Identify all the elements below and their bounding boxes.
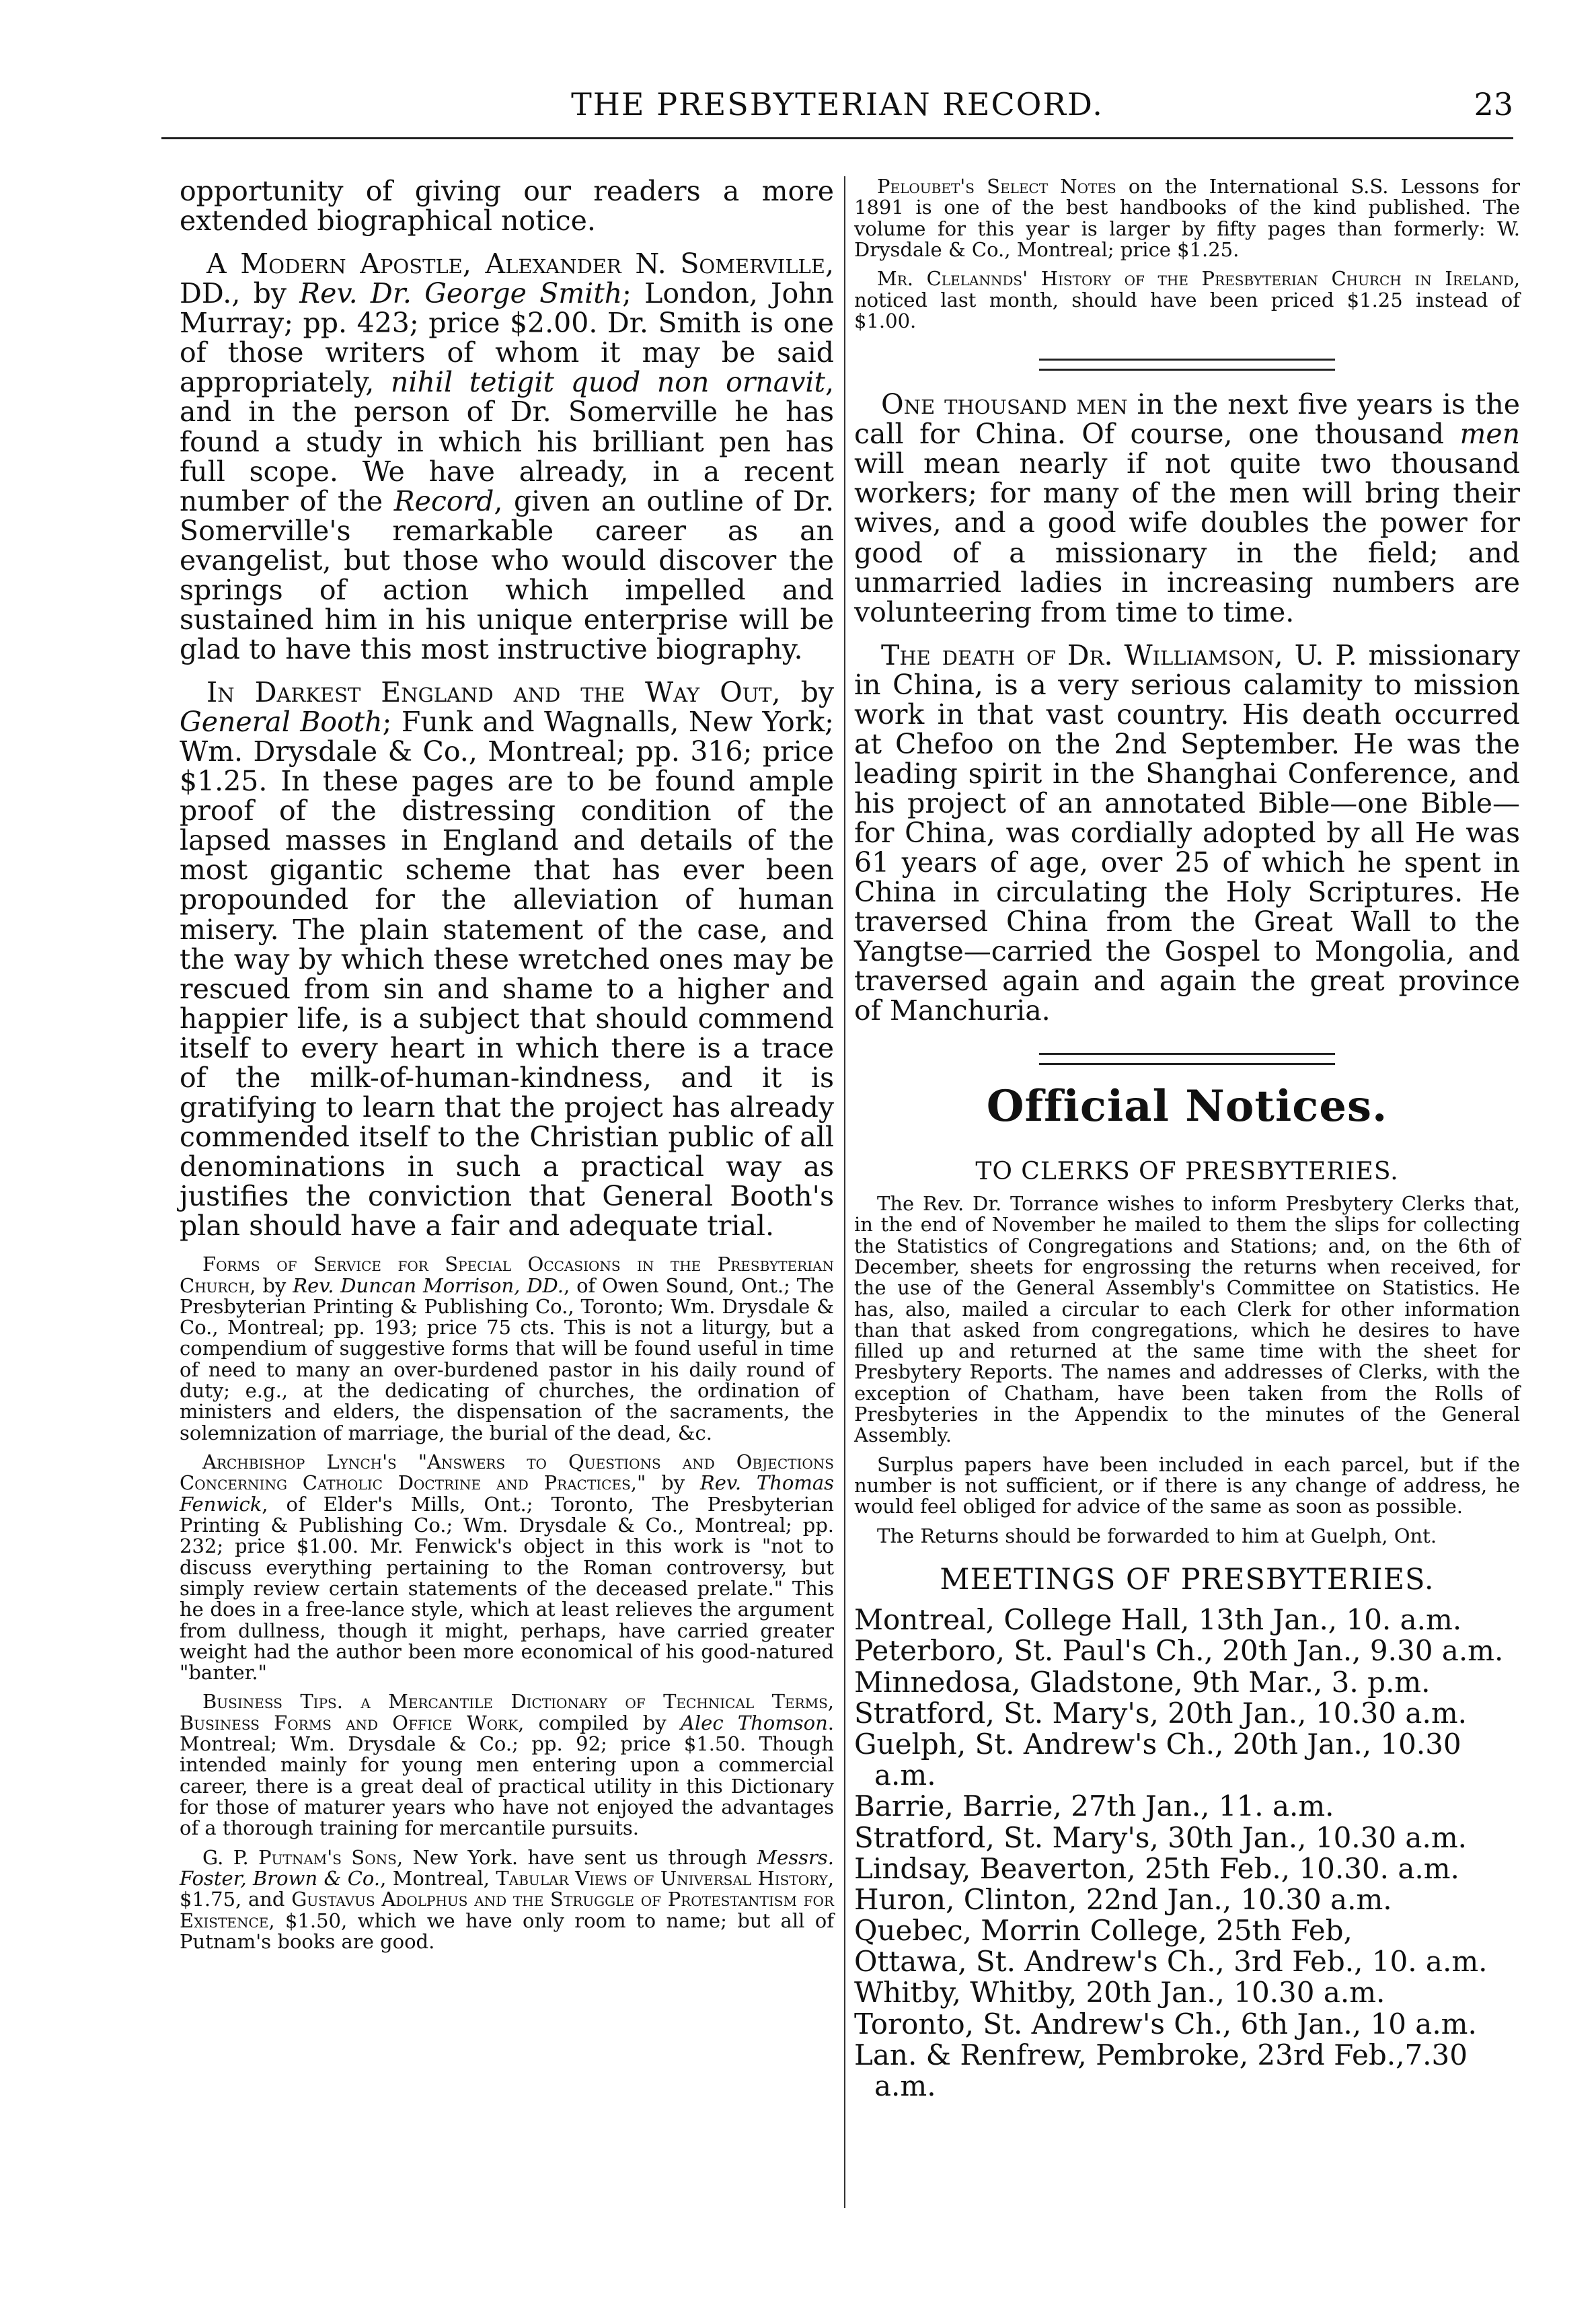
page-number: 23 <box>1474 86 1513 122</box>
page-header <box>161 79 1513 139</box>
review-forms-of-service: Forms of Service for Special Occasions in the Presbyterian Church, by Rev. Duncan Morrison, DD., of Owen Sound, Ont.; The Presbyterian Printing & Publishing Co., Toronto; Wm. Drysdale & Co., Montreal; pp. 193; price 75 cts. This is not a liturgy, but a compendium of suggestive forms that will be found useful in time of need to many an over-burdened pastor in his daily round of duty; e.g., at the dedicating of churches, the ordination of ministers and elders, the dispensation of the sacraments, the solemnization of marriage, the burial of the dead, &c. <box>180 1253 834 1444</box>
clerks-heading: TO CLERKS OF PRESBYTERIES. <box>975 1158 1399 1186</box>
clerks-paragraph: The Returns should be forwarded to him at Guelph, Ont. <box>877 1524 1437 1547</box>
review-putnams-sons: G. P. Putnam's Sons, New York. have sent us through Messrs. Foster, Brown & Co., Montreal, Tabular Views of Universal History, $1.75, and Gustavus Adolphus and the Struggle of Protestantism for Existence, $1.50, which we have only room to name; but all of Putnam's books are good. <box>180 1845 834 1953</box>
list-item: Lan. & Renfrew, Pembroke, 23rd Feb.,7.30 a.m. <box>854 2038 1468 2103</box>
list-item: Ottawa, St. Andrew's Ch., 3rd Feb., 10. a.m. <box>854 1945 1488 1979</box>
williamson-obituary: The death of Dr. Williamson, U. P. missionary in China, is a very serious calamity to mission work in that vast country. His death occurred at Chefoo on the 2nd September. He was the leading spirit in the Shanghai Conference, and his project of an annotated Bible—one Bible—for China, was cordially adopted by all He was 61 years of age, over 25 of which he spent in China in circulating the Holy Scriptures. He traversed China from the Great Wall to the Yangtse—carried the Gospel to Mongolia, and traversed again and again the great province of Manchuria. <box>854 638 1521 1027</box>
page-title: THE PRESBYTERIAN RECORD. <box>571 86 1104 122</box>
column-divider <box>844 176 845 2208</box>
meetings-list <box>854 1605 1520 2102</box>
list-item: Montreal, College Hall, 13th Jan., 10. a.m. <box>854 1603 1462 1637</box>
meetings-heading: MEETINGS OF PRESBYTERIES. <box>940 1562 1435 1596</box>
review-modern-apostle: A Modern Apostle, Alexander N. Somerville, DD., by Rev. Dr. George Smith; London, John Murray; pp. 423; price $2.00. Dr. Smith is one of those writers of whom it may be said appropriately, nihil tetigit quod non ornavit, and in the person of Dr. Somerville he has found a study in which his brilliant pen has full scope. We have already, in a recent number of the Record, given an outline of Dr. Somerville's remarkable career as an evangelist, but those who would discover the springs of action which impelled and sustained him in his unique enterprise will be glad to have this most instructive biography. <box>180 248 834 665</box>
clerks-paragraph: The Rev. Dr. Torrance wishes to inform Presbytery Clerks that, in the end of November he mailed to them the slips for collecting the Statistics of Congregations and Stations; and, on the 6th of December, sheets for engrossing the returns when received, for the use of the General Assembly's Committee on Statistics. He has, also, mailed a circular to each Clerk for other information than that asked from congregations, which he desires to have filled up and returned at the same time with the sheet for Presbytery Reports. The names and addresses of Clerks, with the exception of Chatham, have been taken from the Rolls of Presbyteries in the Appendix to the minutes of the General Assembly. <box>854 1191 1520 1447</box>
left-column <box>180 176 834 1960</box>
china-call-paragraph: One thousand men in the next five years is the call for China. Of course, one thousand men will mean nearly if not quite two thousand workers; for many of the men will bring their wives, and a good wife doubles the power for good of a missionary in the field; and unmarried ladies in increasing numbers are volunteering from time to time. <box>854 388 1520 628</box>
list-item: Whitby, Whitby, 20th Jan., 10.30 a.m. <box>854 1976 1385 2009</box>
list-item: Lindsay, Beaverton, 25th Feb., 10.30. a.m. <box>854 1851 1459 1885</box>
clerks-paragraph: Surplus papers have been included in each parcel, but if the number is not sufficient, or if there is any change of address, he would feel obliged for advice of the same as soon as possible. <box>854 1452 1520 1518</box>
list-item: Guelph, St. Andrew's Ch., 20th Jan., 10.30 a.m. <box>854 1727 1461 1792</box>
paragraph-continuation: opportunity of giving our readers a more extended biographical notice. <box>180 175 834 237</box>
right-column <box>854 176 1520 2102</box>
list-item: Barrie, Barrie, 27th Jan., 11. a.m. <box>854 1790 1334 1823</box>
list-item: Minnedosa, Gladstone, 9th Mar., 3. p.m. <box>854 1665 1431 1699</box>
official-notices-heading: Official Notices. <box>986 1080 1388 1132</box>
list-item: Stratford, St. Mary's, 30th Jan., 10.30 a.m. <box>854 1820 1467 1854</box>
list-item: Quebec, Morrin College, 25th Feb, <box>854 1914 1353 1948</box>
list-item: Huron, Clinton, 22nd Jan., 10.30 a.m. <box>854 1882 1392 1916</box>
section-separator <box>1039 1053 1335 1065</box>
review-darkest-england: In Darkest England and the Way Out, by General Booth; Funk and Wagnalls, New York; Wm. Drysdale & Co., Montreal; pp. 316; price $1.25. In these pages are to be found ample proof of the distressing condition of the lapsed masses in England and details of the most gigantic scheme that has ever been propounded for the alleviation of human misery. The plain statement of the case, and the way by which these wretched ones may be rescued from sin and shame to a higher and happier life, is a subject that should commend itself to every heart in which there is a trace of the milk-of-human-kindness, and it is gratifying to learn that the project has already commended itself to the Christian public of all denominations in such a practical way as justifies the conviction that General Booth's plan should have a fair and adequate trial. <box>180 676 834 1243</box>
section-separator <box>1039 359 1335 371</box>
review-peloubet: Peloubet's Select Notes on the International S.S. Lessons for 1891 is one of the best handbooks of the kind published. The volume for this year is larger by fifty pages than formerly: W. Drysdale & Co., Montreal; price $1.25. <box>854 175 1520 261</box>
list-item: Peterboro, St. Paul's Ch., 20th Jan., 9.30 a.m. <box>854 1634 1504 1668</box>
review-archbishop-lynch: Archbishop Lynch's "Answers to Questions and Objections Concerning Catholic Doctrine and Practices," by Rev. Thomas Fenwick, of Elder's Mills, Ont.; Toronto, The Presbyterian Printing & Publishing Co.; Wm. Drysdale & Co., Montreal; pp. 232; price $1.00. Mr. Fenwick's object in this work is "not to discuss everything pertaining to the Roman controversy, but simply review certain statements of the deceased prelate." This he does in a free-lance style, which at least relieves the argument from dullness, though it might, perhaps, have carried greater weight had the author been more economical of his good-natured "banter." <box>180 1450 835 1685</box>
list-item: Toronto, St. Andrew's Ch., 6th Jan., 10 a.m. <box>854 2007 1477 2040</box>
list-item: Stratford, St. Mary's, 20th Jan., 10.30 a.m. <box>854 1696 1467 1730</box>
review-business-tips: Business Tips. a Mercantile Dictionary of Technical Terms, Business Forms and Office Work, compiled by Alec Thomson. Montreal; Wm. Drysdale & Co.; pp. 92; price $1.50. Though intended mainly for young men entering upon a commercial career, there is a great deal of practical utility in this Dictionary for those of maturer years who have not enjoyed the advantages of a thorough training for mercantile pursuits. <box>180 1690 834 1840</box>
note-clelannds-history: Mr. Clelannds' History of the Presbyterian Church in Ireland, noticed last month, should have been priced $1.25 instead of $1.00. <box>854 267 1520 332</box>
